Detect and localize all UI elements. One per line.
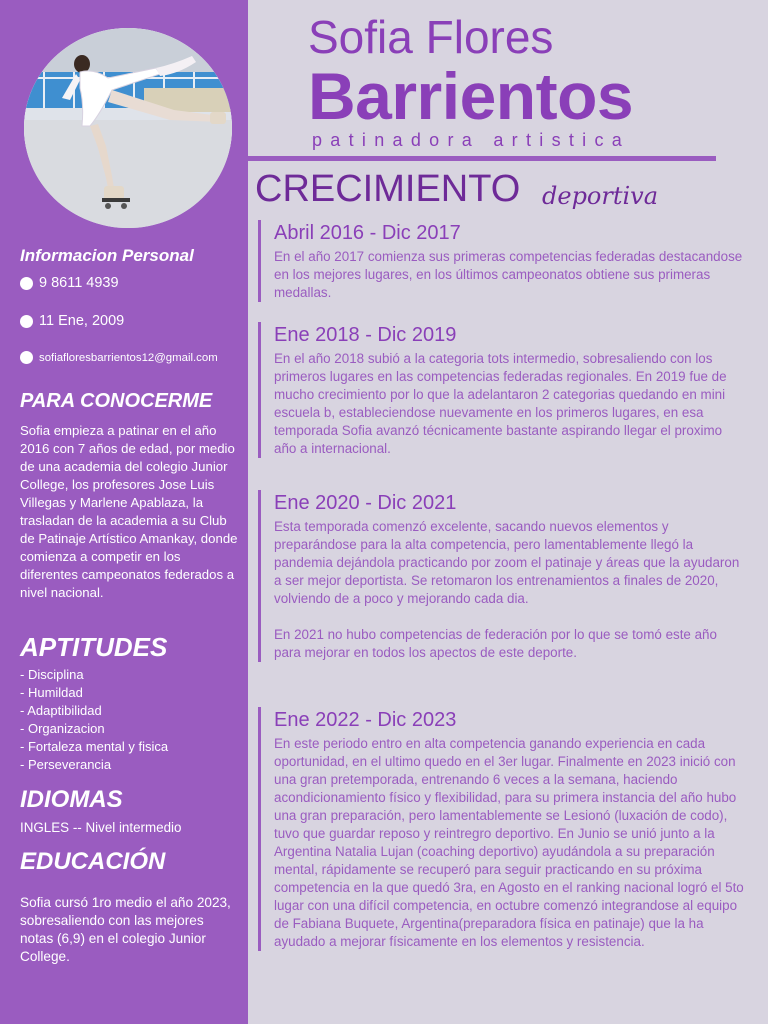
- timeline-entry: [258, 707, 744, 951]
- bullet-icon: [20, 351, 33, 364]
- birthdate-row: [20, 313, 124, 329]
- about-heading: PARA CONOCERME: [20, 390, 213, 412]
- education-text: Sofia cursó 1ro medio el año 2023, sobresaliendo con las mejores notas (6,9) en el colegio Junior College.: [20, 895, 231, 964]
- name-last: Barrientos: [308, 59, 634, 133]
- personal-info-heading: Informacion Personal: [20, 246, 194, 265]
- bullet-icon: [20, 315, 33, 328]
- list-item: - Disciplina: [20, 666, 168, 684]
- languages-text: INGLES -- Nivel intermedio: [20, 820, 182, 835]
- skills-list: [20, 666, 168, 774]
- entry-text: En el año 2018 subió a la categoria tots intermedio, sobresaliendo con los primeros lugares en las competencias federadas regionales. En 2019 fue de mucho crecimiento por lo que la adelantaron 2 categorias quedando en mini escuela b, estableciendose nuevamente en los primeros lugares, en esa temporada Sofia avanzó técnicamente bastante aspirando llegar el proximo año a internacional.: [274, 351, 727, 456]
- education-heading: EDUCACIÓN: [20, 848, 166, 875]
- list-item: - Fortaleza mental y fisica: [20, 738, 168, 756]
- entry-text: En el año 2017 comienza sus primeras competencias federadas destacandose en los mejores lugares, en los últimos campeonatos obtiene sus primeras medallas.: [274, 249, 743, 300]
- bullet-icon: [20, 277, 33, 290]
- timeline-entry: [258, 220, 744, 302]
- skills-heading: APTITUDES: [20, 632, 168, 662]
- entry-period: Ene 2022 - Dic 2023: [274, 709, 457, 731]
- list-item: - Organizacion: [20, 720, 168, 738]
- sidebar: [0, 0, 248, 1024]
- phone-row: [20, 275, 119, 291]
- languages-heading: IDIOMAS: [20, 786, 123, 813]
- entry-text-extra: En 2021 no hubo competencias de federación por lo que se tomó este año para mejorar en todos los apectos de este deporte.: [274, 627, 717, 660]
- email-row: [20, 351, 218, 364]
- job-subtitle: patinadora artistica: [312, 130, 631, 150]
- skater-photo-image: [24, 28, 232, 228]
- timeline-entry: [258, 490, 744, 662]
- profile-photo: [24, 28, 232, 228]
- list-item: - Adaptibilidad: [20, 702, 168, 720]
- header-divider: [248, 156, 716, 161]
- entry-period: Ene 2018 - Dic 2019: [274, 324, 457, 346]
- entry-text: En este periodo entro en alta competencia ganando experiencia en cada oportunidad, en el ultimo quedo en el 3er lugar. Finalmente en 2023 inició con una gran pretemporada, entrenando 6 veces a la semana, haciendo acondicionamiento físico y flexibilidad, para su primera instancia del año hubo una gran preparación, pero lamentablemente se Lesionó (luxación de codo), tuvo que guardar reposo y reintregro deportivo. En Junio se unió junto a la Argentina Natalia Lujan (coaching deportivo) ayudándola a su preparación mental, rápidamente se recuperó para seguir practicando en su próxima competencia en la que quedó 3ra, en Agosto en el ranking nacional logró el 5to lugar con una difícil competencia, en octubre comenzó integrandose al equipo de Fabiana Buquete, Argentina(preparadora física en patinaje) que la ha ayudado a mejorar físicamente en los elementos y resistencia.: [274, 736, 744, 949]
- about-text: Sofia empieza a patinar en el año 2016 con 7 años de edad, por medio de una academia del colegio Junior College, los profesores Jose Luis Villegas y Marlene Apablaza, la trasladan de la academia a su Club de Patinaje Artístico Amankay, donde comienza a competir en los diferentes campeonatos federados a nivel nacional.: [20, 423, 238, 600]
- phone-text: 9 8611 4939: [39, 275, 119, 291]
- entry-text: Esta temporada comenzó excelente, sacando nuevos elementos y preparándose para la alta competencia, pero lamentablemente llegó la pandemia dejándola practicando por zoom el patinaje y áreas que la ayudaron a ser mejor deportista. Se retomaron los entrenamientos a finales de 2020, volviendo de a poco y mejorando cada dia.: [274, 519, 740, 606]
- birthdate-text: 11 Ene, 2009: [39, 313, 125, 329]
- timeline-entry: [258, 322, 744, 458]
- entry-period: Abril 2016 - Dic 2017: [274, 222, 461, 244]
- section-title: CRECIMIENTO: [255, 168, 521, 210]
- name-first: Sofia Flores: [308, 11, 554, 63]
- section-script: deportiva: [542, 182, 659, 210]
- entry-period: Ene 2020 - Dic 2021: [274, 492, 457, 514]
- list-item: - Humildad: [20, 684, 168, 702]
- list-item: - Perseverancia: [20, 756, 168, 774]
- email-link[interactable]: sofiafloresbarrientos12@gmail.com: [39, 351, 218, 364]
